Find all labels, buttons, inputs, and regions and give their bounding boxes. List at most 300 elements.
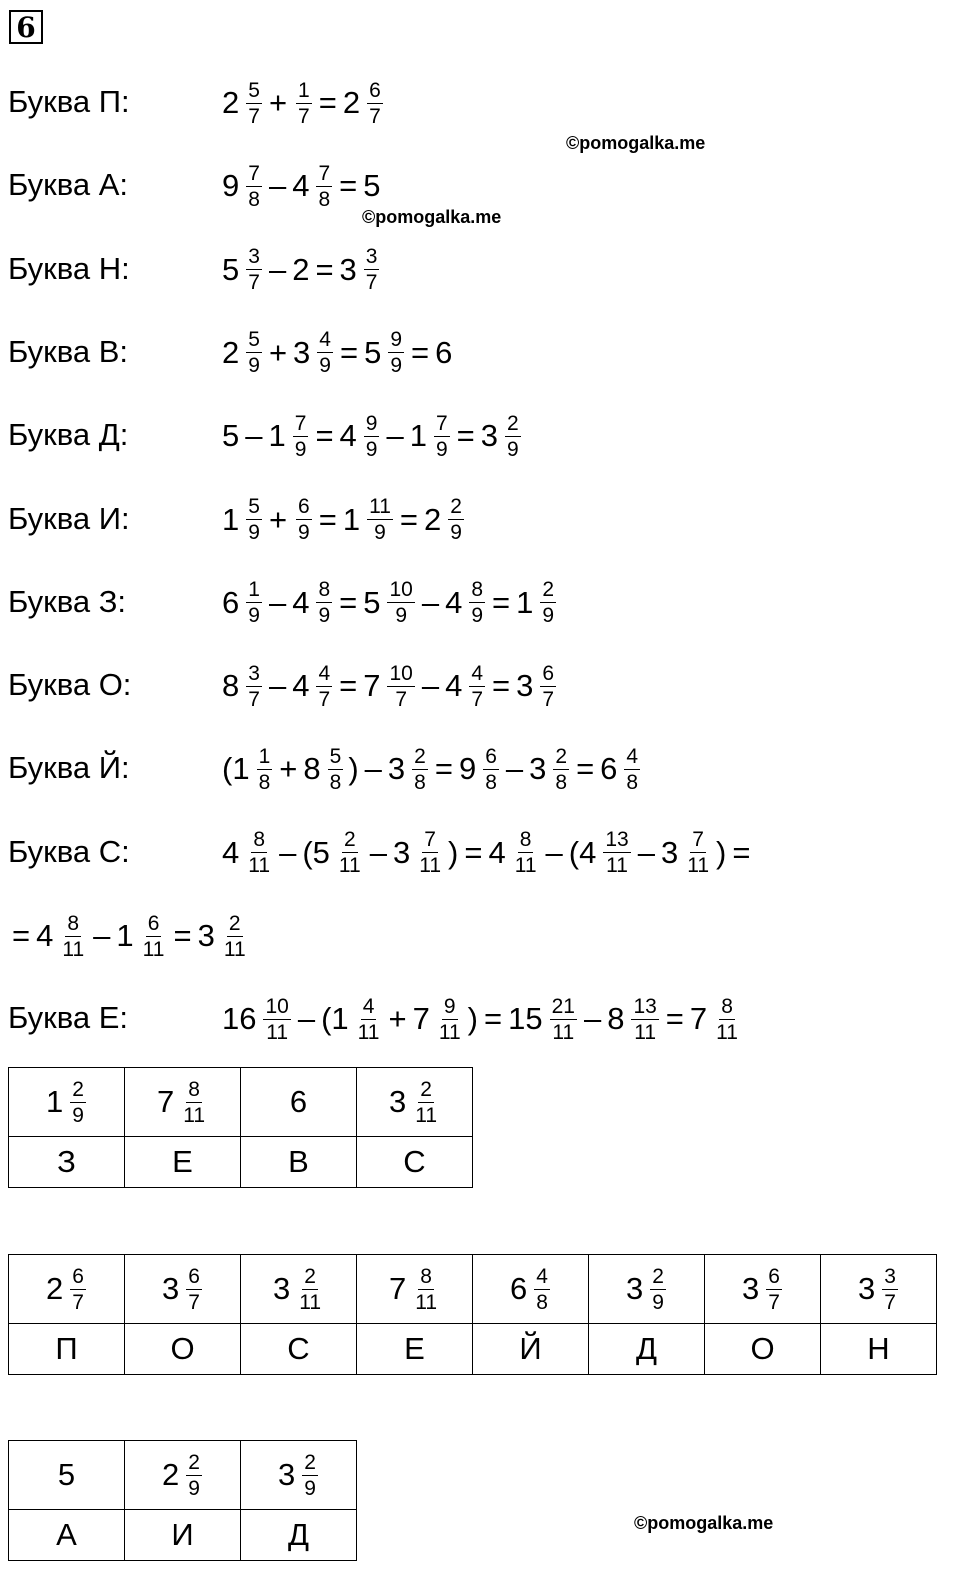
fraction (246, 328, 262, 377)
letter-cell: А (9, 1510, 125, 1561)
fraction (257, 745, 273, 794)
numerator: 13 (633, 994, 657, 1018)
operator: = (318, 85, 337, 120)
denominator: 8 (626, 770, 639, 794)
value-cell (125, 1441, 241, 1510)
denominator: 7 (248, 271, 260, 295)
denominator: 7 (248, 687, 260, 711)
denominator: 9 (390, 354, 403, 378)
numerator: 8 (253, 828, 265, 852)
operator: – (364, 751, 382, 787)
denominator: 11 (438, 1020, 461, 1044)
operator: – (421, 584, 440, 620)
letter-cell: О (125, 1324, 241, 1375)
number: 3 (339, 251, 357, 287)
number: 4 (292, 668, 310, 704)
denominator: 9 (395, 604, 407, 628)
denominator: 9 (652, 1290, 664, 1314)
letter-cell: В (241, 1137, 357, 1188)
numerator: 2 (555, 744, 568, 768)
fraction (603, 828, 630, 877)
value-cell (9, 1068, 125, 1137)
number: 5 (363, 584, 381, 620)
letter-row (9, 1510, 357, 1561)
denominator: 11 (62, 937, 85, 961)
fraction (337, 828, 363, 877)
numerator: 7 (424, 828, 436, 852)
letter-cell: З (9, 1137, 125, 1188)
fraction (417, 828, 443, 877)
denominator: 9 (318, 604, 331, 628)
denominator: 11 (142, 937, 165, 961)
numerator: 2 (652, 1264, 664, 1288)
letter-cell: П (9, 1324, 125, 1375)
letter-row (9, 1137, 473, 1188)
fraction (356, 995, 382, 1044)
expression (220, 229, 382, 311)
fraction (246, 162, 262, 211)
fraction (413, 1078, 439, 1127)
numerator: 4 (318, 661, 331, 685)
number: ) (348, 751, 359, 787)
watermark: ©pomogalka.me (362, 207, 502, 227)
expression (220, 145, 382, 227)
numerator: 8 (188, 1077, 200, 1101)
operator: – (245, 418, 263, 454)
denominator: 7 (298, 104, 310, 128)
letter-label: Буква А: (8, 167, 128, 203)
denominator: 7 (395, 687, 407, 711)
number: 5 (363, 168, 381, 204)
denominator: 9 (319, 354, 331, 378)
denominator: 11 (419, 854, 442, 878)
denominator: 7 (369, 104, 381, 128)
fraction (246, 495, 262, 544)
numerator: 2 (507, 411, 519, 435)
letter-cell: Е (125, 1137, 241, 1188)
operator: = (315, 251, 334, 287)
fraction (550, 995, 577, 1044)
operator: = (456, 418, 475, 454)
number: (5 (302, 834, 330, 870)
number: 6 (222, 584, 240, 620)
operator: = (315, 418, 334, 454)
fraction (246, 245, 262, 294)
number: 3 (278, 1457, 296, 1492)
numerator: 2 (343, 828, 356, 852)
number: 3 (388, 1084, 407, 1119)
expression (220, 479, 467, 561)
number: 7 (363, 668, 381, 704)
operator: = (339, 334, 359, 370)
expression (220, 812, 754, 894)
letter-cell: Е (357, 1324, 473, 1375)
denominator: 9 (248, 604, 260, 628)
denominator: 8 (485, 770, 497, 794)
number: 3 (272, 1271, 291, 1306)
denominator: 11 (223, 937, 246, 961)
value-row (9, 1068, 473, 1137)
number: 9 (458, 751, 477, 787)
number: 1 (516, 584, 534, 620)
denominator: 11 (299, 1290, 322, 1314)
fraction (263, 995, 290, 1044)
fraction (534, 1265, 550, 1314)
denominator: 11 (338, 854, 361, 878)
numerator: 8 (471, 578, 484, 602)
number: 1 (409, 418, 427, 454)
number: 5 (222, 251, 240, 287)
number: 3 (529, 751, 547, 787)
numerator: 8 (519, 828, 532, 852)
operator: = (12, 918, 31, 953)
expression (220, 728, 643, 810)
letter-label: Буква С: (8, 833, 130, 869)
letter-cell: Й (473, 1324, 589, 1375)
number: 6 (600, 751, 618, 787)
number: 3 (387, 751, 406, 787)
operator: = (464, 834, 483, 870)
number: 2 (46, 1271, 64, 1306)
numerator: 3 (248, 661, 260, 685)
fraction (412, 745, 428, 794)
number: 7 (388, 1271, 407, 1306)
number: 4 (222, 834, 240, 870)
operator: – (268, 668, 287, 704)
fraction (328, 745, 344, 794)
operator: – (583, 1001, 602, 1037)
number: 3 (660, 834, 679, 870)
denominator: 7 (768, 1290, 780, 1314)
letter-label: Буква Д: (8, 417, 129, 453)
numerator: 2 (72, 1077, 84, 1101)
expression (220, 562, 559, 644)
letter-cell: И (125, 1510, 241, 1561)
number: 4 (445, 668, 463, 704)
denominator: 7 (72, 1290, 84, 1314)
denominator: 8 (555, 770, 568, 794)
number: 4 (36, 918, 54, 953)
number: 3 (197, 918, 215, 953)
operator: = (411, 334, 430, 370)
operator: = (665, 1001, 684, 1037)
value-cell (705, 1255, 821, 1324)
number: 7 (689, 1001, 708, 1037)
numerator: 10 (265, 994, 289, 1018)
fraction (434, 412, 450, 461)
fraction (186, 1451, 202, 1500)
number: (1 (222, 751, 250, 787)
denominator: 9 (450, 521, 462, 544)
fraction (364, 412, 380, 461)
numerator: 2 (228, 911, 241, 935)
numerator: 6 (188, 1264, 200, 1288)
denominator: 9 (72, 1103, 84, 1127)
number: 2 (222, 334, 240, 370)
denominator: 11 (415, 1290, 438, 1314)
numerator: 6 (298, 495, 310, 518)
number: 3 (516, 668, 534, 704)
watermark: ©pomogalka.me (566, 133, 706, 153)
numerator: 2 (188, 1450, 200, 1474)
denominator: 7 (365, 271, 378, 295)
letter-cell: Д (589, 1324, 705, 1375)
operator: – (421, 668, 440, 704)
number: 2 (424, 501, 442, 537)
operator: – (545, 834, 563, 870)
expression (220, 312, 454, 394)
number: 15 (508, 1001, 543, 1037)
denominator: 9 (365, 437, 378, 461)
answer-table-3 (8, 1440, 357, 1561)
denominator: 9 (248, 521, 260, 544)
letter-label: Буква И: (8, 500, 130, 536)
numerator: 1 (298, 78, 310, 102)
numerator: 5 (248, 328, 260, 352)
fraction (437, 995, 463, 1044)
number: 4 (292, 584, 310, 620)
number: 3 (626, 1271, 644, 1306)
fraction (222, 912, 248, 961)
denominator: 11 (248, 854, 271, 878)
number: ) (448, 834, 459, 870)
value-cell (241, 1255, 357, 1324)
fraction (246, 578, 262, 627)
denominator: 8 (414, 770, 426, 794)
letter-cell: Д (241, 1510, 357, 1561)
fraction (70, 1078, 86, 1127)
operator: = (434, 751, 453, 787)
expression (8, 895, 251, 977)
numerator: 5 (248, 78, 260, 102)
operator: = (732, 834, 751, 870)
denominator: 7 (542, 687, 555, 711)
operator: – (279, 834, 297, 870)
number: 1 (46, 1084, 64, 1119)
denominator: 9 (374, 521, 386, 544)
numerator: 10 (389, 661, 413, 685)
watermark: ©pomogalka.me (634, 1513, 774, 1533)
fraction (469, 578, 485, 627)
letter-label: Буква П: (8, 84, 130, 119)
number: 8 (303, 751, 321, 787)
denominator: 7 (318, 687, 331, 711)
value-row (9, 1255, 937, 1324)
denominator: 9 (507, 437, 519, 461)
number: 8 (222, 668, 240, 704)
fraction (448, 495, 464, 544)
fraction (540, 578, 556, 627)
numerator: 10 (389, 578, 413, 602)
number: ) (467, 1001, 478, 1037)
letter-label: Буква З: (8, 583, 127, 619)
operator: – (268, 168, 287, 204)
number: 2 (342, 85, 361, 120)
numerator: 9 (390, 328, 403, 352)
number: 1 (342, 501, 361, 537)
denominator: 9 (471, 604, 484, 628)
numerator: 4 (471, 661, 484, 685)
fraction (141, 912, 167, 961)
fraction (297, 1265, 323, 1314)
denominator: 9 (248, 354, 260, 378)
value-cell (125, 1068, 241, 1137)
operator: – (297, 1001, 316, 1037)
denominator: 11 (415, 1103, 438, 1127)
numerator: 2 (450, 495, 462, 518)
denominator: 8 (329, 770, 342, 794)
answer-table-2 (8, 1254, 937, 1375)
denominator: 11 (357, 1020, 380, 1044)
operator: = (339, 584, 358, 620)
denominator: 7 (188, 1290, 200, 1314)
numerator: 1 (248, 578, 260, 602)
numerator: 8 (721, 994, 733, 1018)
fraction (553, 745, 569, 794)
fraction (882, 1265, 898, 1314)
number: 3 (162, 1271, 180, 1306)
denominator: 9 (298, 521, 310, 544)
numerator: 2 (414, 744, 426, 768)
fraction (387, 662, 414, 711)
operator: – (386, 418, 404, 454)
numerator: 4 (362, 994, 375, 1018)
value-row (9, 1441, 357, 1510)
denominator: 8 (318, 187, 331, 211)
number: 2 (222, 85, 240, 120)
value-cell (241, 1068, 357, 1137)
fraction (367, 495, 393, 544)
number: 5 (364, 334, 382, 370)
fraction (302, 1451, 318, 1500)
operator: = (483, 1001, 503, 1037)
number: 4 (445, 584, 463, 620)
operator: = (173, 918, 192, 953)
number: 4 (488, 834, 506, 870)
fraction (367, 79, 383, 128)
numerator: 5 (248, 495, 260, 518)
operator: – (93, 918, 111, 953)
denominator: 9 (188, 1476, 200, 1500)
number: 4 (292, 168, 310, 204)
fraction (650, 1265, 666, 1314)
fraction (631, 995, 658, 1044)
denominator: 7 (248, 104, 260, 128)
operator: + (388, 1001, 407, 1037)
number: 1 (116, 918, 134, 953)
fraction (388, 328, 404, 377)
letter-label: Буква В: (8, 333, 128, 369)
letter-label: Буква Н: (8, 250, 130, 286)
numerator: 7 (248, 161, 260, 185)
task-number: 6 (9, 10, 43, 44)
expression (220, 62, 386, 144)
fraction (766, 1265, 782, 1314)
number: 3 (480, 418, 499, 454)
number: 3 (742, 1271, 760, 1306)
fraction (246, 662, 262, 711)
number: 7 (412, 1001, 430, 1037)
number: 2 (292, 251, 310, 287)
numerator: 4 (626, 744, 639, 768)
fraction (714, 995, 740, 1044)
numerator: 4 (319, 328, 331, 352)
fraction (317, 328, 333, 377)
value-cell (9, 1441, 125, 1510)
expression (220, 395, 524, 477)
number: 6 (289, 1084, 308, 1119)
fraction (296, 79, 312, 128)
fraction (316, 662, 332, 711)
fraction (540, 662, 556, 711)
fraction (293, 412, 309, 461)
denominator: 7 (884, 1290, 896, 1314)
value-cell (357, 1255, 473, 1324)
fraction (296, 495, 312, 544)
numerator: 9 (443, 994, 456, 1018)
expression (220, 645, 559, 727)
numerator: 13 (605, 828, 629, 852)
numerator: 6 (369, 78, 381, 102)
numerator: 6 (485, 744, 497, 768)
numerator: 5 (329, 744, 342, 768)
answer-table-1 (8, 1067, 473, 1188)
value-cell (9, 1255, 125, 1324)
number: 6 (435, 334, 453, 370)
operator: + (268, 334, 288, 370)
numerator: 6 (147, 911, 160, 935)
operator: + (268, 501, 288, 537)
letter-row (9, 1324, 937, 1375)
denominator: 11 (606, 854, 628, 878)
denominator: 11 (687, 854, 710, 878)
denominator: 11 (634, 1020, 657, 1044)
operator: = (339, 168, 358, 204)
denominator: 9 (542, 604, 555, 628)
fraction (413, 1265, 439, 1314)
denominator: 9 (294, 437, 307, 461)
numerator: 11 (369, 495, 391, 518)
number: 3 (392, 834, 411, 870)
letter-cell: С (357, 1137, 473, 1188)
fraction (70, 1265, 86, 1314)
numerator: 7 (294, 411, 307, 435)
fraction (316, 578, 332, 627)
denominator: 7 (471, 687, 484, 711)
fraction (624, 745, 640, 794)
fraction (181, 1078, 207, 1127)
denominator: 9 (435, 437, 448, 461)
numerator: 9 (365, 411, 378, 435)
number: 3 (293, 334, 311, 370)
numerator: 2 (304, 1450, 316, 1474)
number: 7 (156, 1084, 175, 1119)
numerator: 6 (542, 661, 555, 685)
operator: = (576, 751, 595, 787)
letter-cell: С (241, 1324, 357, 1375)
fraction (685, 828, 711, 877)
operator: – (505, 751, 524, 787)
fraction (469, 662, 485, 711)
numerator: 4 (536, 1264, 548, 1288)
denominator: 11 (266, 1020, 289, 1044)
operator: = (399, 501, 419, 537)
number: 5 (57, 1457, 76, 1492)
number: 2 (162, 1457, 180, 1492)
fraction (387, 578, 414, 627)
value-cell (125, 1255, 241, 1324)
number: 1 (268, 418, 286, 454)
